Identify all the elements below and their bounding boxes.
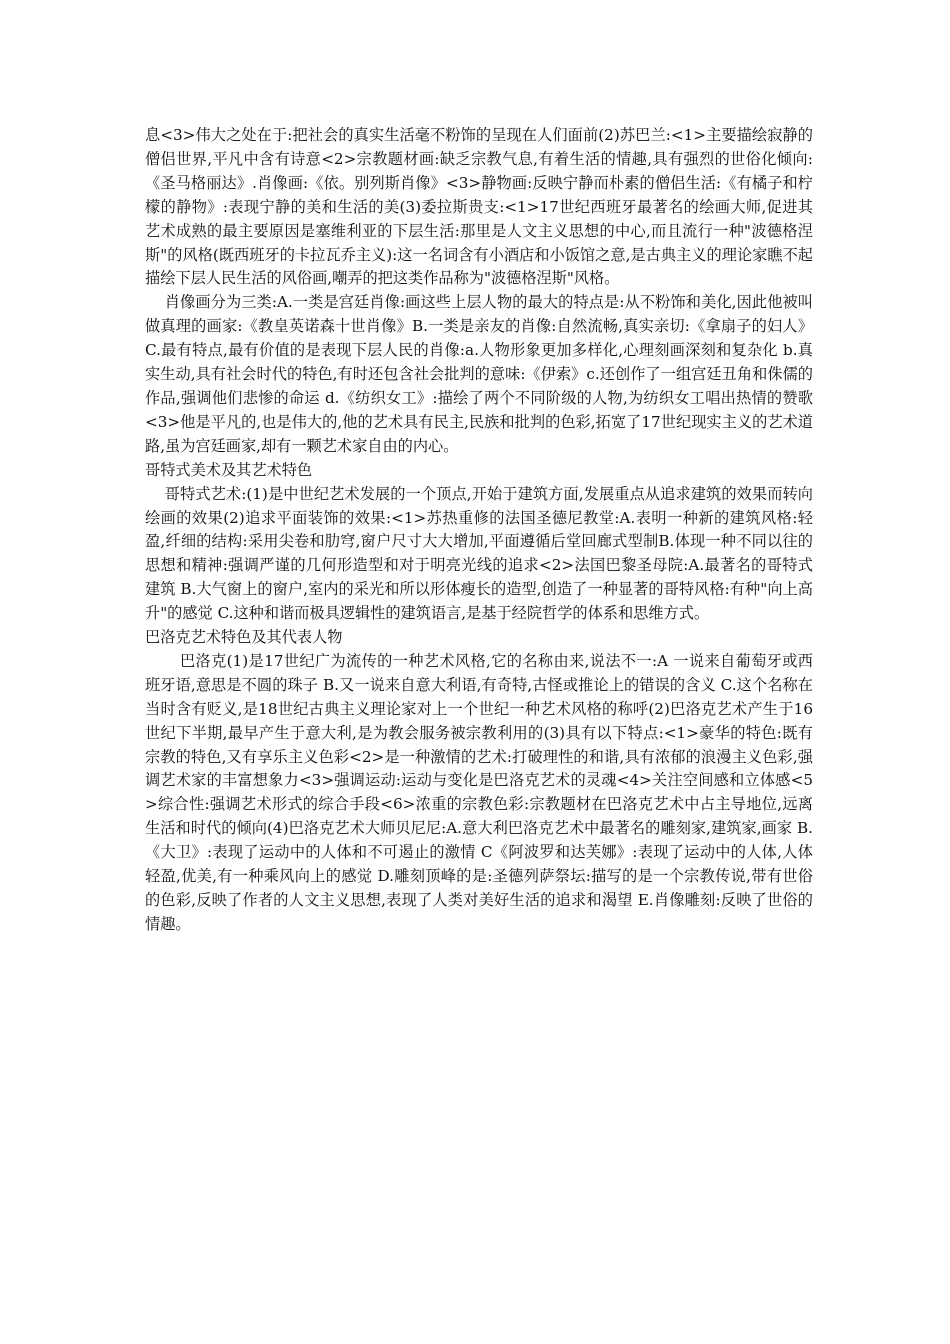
document-page (145, 124, 813, 937)
paragraph-baroque: 巴洛克(1)是17世纪广为流传的一种艺术风格,它的名称由来,说法不一:A 一说来自葡萄牙或西班牙语,意思是不圆的珠子 B.又一说来自意大利语,有奇特,古怪或推论上的错误的含义 C.这个名称在当时含有贬义,是18世纪古典主义理论家对上一个世纪一种艺术风格的称呼(2)巴洛克艺术产生于16世纪下半期,最早产生于意大利,是为教会服务被宗教利用的(3)具有以下特点:<1>豪华的特色:既有宗教的特色,又有享乐主义色彩<2>是一种激情的艺术:打破理性的和谐,具有浓郁的浪漫主义色彩,强调艺术家的丰富想象力<3>强调运动:运动与变化是巴洛克艺术的灵魂<4>关注空间感和立体感<5>综合性:强调艺术形式的综合手段<6>浓重的宗教色彩:宗教题材在巴洛克艺术中占主导地位,远离生活和时代的倾向(4)巴洛克艺术大师贝尼尼:A.意大利巴洛克艺术中最著名的雕刻家,建筑家,画家 B.《大卫》:表现了运动中的人体和不可遏止的激情 C《阿波罗和达芙娜》:表现了运动中的人体,人体轻盈,优美,有一种乘风向上的感觉 D.雕刻顶峰的是:圣德列萨祭坛:描写的是一个宗教传说,带有世俗的色彩,反映了作者的人文主义思想,表现了人类对美好生活的追求和渴望 E.肖像雕刻:反映了世俗的情趣。 (145, 651, 813, 933)
paragraph-zurbaran-velazquez: 息<3>伟大之处在于:把社会的真实生活毫不粉饰的呈现在人们面前(2)苏巴兰:<1>主要描绘寂静的僧侣世界,平凡中含有诗意<2>宗教题材画:缺乏宗教气息,有着生活的情趣,具有强烈的世俗化倾向:《圣马格丽达》.肖像画:《依。别列斯肖像》<3>静物画:反映宁静而朴素的僧侣生活:《有橘子和柠檬的静物》:表现宁静的美和生活的美(3)委拉斯贵支:<1>17世纪西班牙最著名的绘画大师,促进其艺术成熟的最主要原因是塞维利亚的下层生活:那里是人文主义思想的中心,而且流行一种"波德格涅斯"的风格(既西班牙的卡拉瓦乔主义):这一名词含有小酒店和小饭馆之意,是古典主义的理论家瞧不起描绘下层人民生活的风俗画,嘲弄的把这类作品称为"波德格涅斯"风格。 (145, 126, 813, 288)
heading-baroque: 巴洛克艺术特色及其代表人物 (145, 628, 343, 647)
heading-gothic: 哥特式美术及其艺术特色 (145, 460, 313, 479)
paragraph-gothic: 哥特式艺术:(1)是中世纪艺术发展的一个顶点,开始于建筑方面,发展重点从追求建筑的效果而转向绘画的效果(2)追求平面装饰的效果:<1>苏热重修的法国圣德尼教堂:A.表明一种新的建筑风格:轻盈,纤细的结构:采用尖卷和肋穹,窗户尺寸大大增加,平面遵循后堂回廊式型制B.体现一种不同以往的思想和精神:强调严谨的几何形造型和对于明亮光线的追求<2>法国巴黎圣母院:A.最著名的哥特式建筑 B.大气窗上的窗户,室内的采光和所以形体瘦长的造型,创造了一种显著的哥特风格:有种"向上高升"的感觉 C.这种和谐而极具逻辑性的建筑语言,是基于经院哲学的体系和思维方式。 (145, 484, 813, 623)
paragraph-portrait-types: 肖像画分为三类:A.一类是宫廷肖像:画这些上层人物的最大的特点是:从不粉饰和美化,因此他被叫做真理的画家:《教皇英诺森十世肖像》B.一类是亲友的肖像:自然流畅,真实亲切:《拿扇子的妇人》C.最有特点,最有价值的是表现下层人民的肖像:a.人物形象更加多样化,心理刻画深刻和复杂化 b.真实生动,具有社会时代的特色,有时还包含社会批判的意味:《伊索》c.还创作了一组宫廷丑角和侏儒的作品,强调他们悲惨的命运 d.《纺织女工》:描绘了两个不同阶级的人物,为纺织女工唱出热情的赞歌<3>他是平凡的,也是伟大的,他的艺术具有民主,民族和批判的色彩,拓宽了17世纪现实主义的艺术道路,虽为宫廷画家,却有一颗艺术家自由的内心。 (145, 293, 813, 455)
